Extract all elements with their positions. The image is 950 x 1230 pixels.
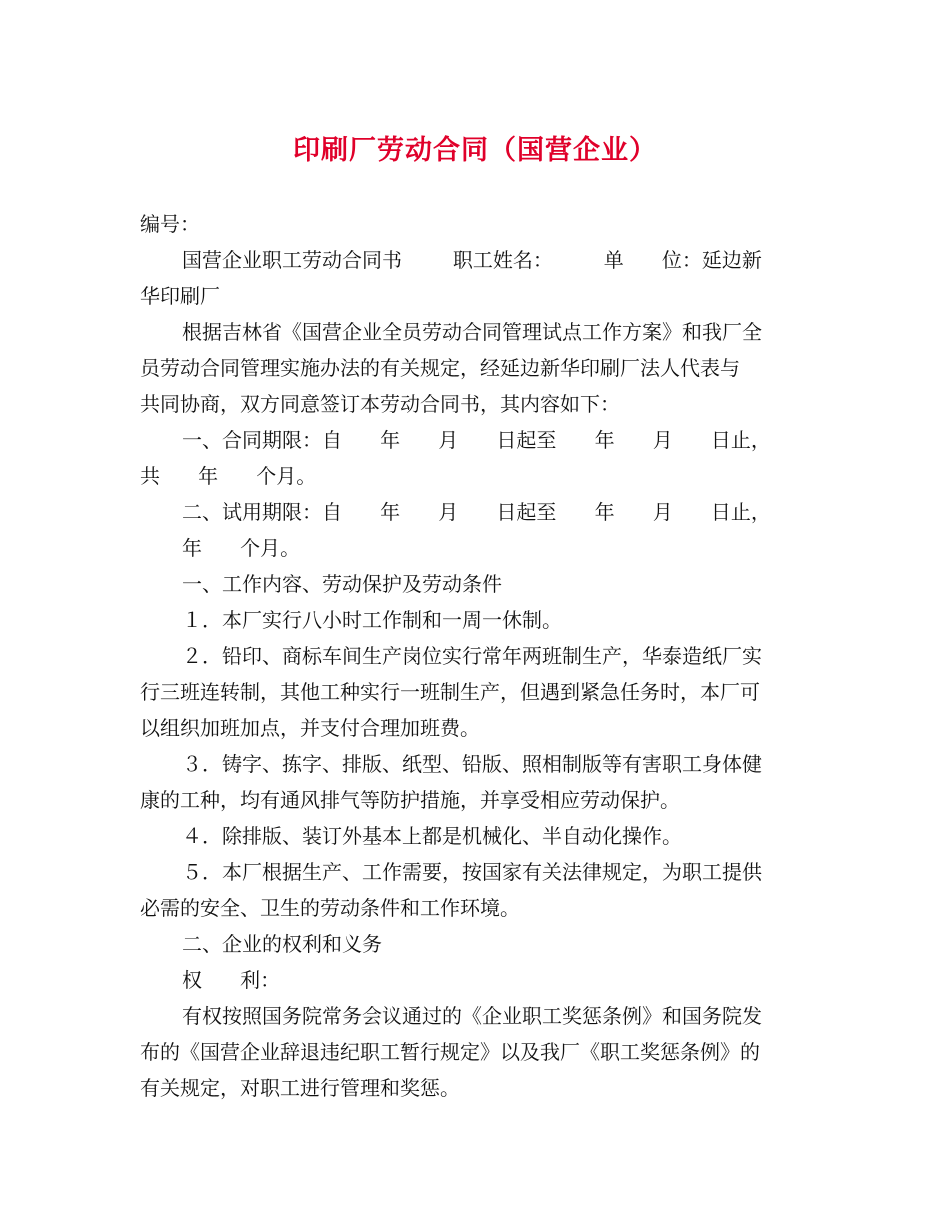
text-line: 以组织加班加点，并支付合理加班费。 (140, 716, 480, 740)
text-line: 共 年 个月。 (140, 464, 317, 488)
text-line: 共同协商，双方同意签订本劳动合同书，其内容如下： (140, 392, 620, 416)
text-line: ２．铅印、商标车间生产岗位实行常年两班制生产，华泰造纸厂实 (182, 644, 762, 668)
text-line: ５．本厂根据生产、工作需要，按国家有关法律规定，为职工提供 (182, 860, 762, 884)
text-line: 华印刷厂 (140, 284, 220, 308)
text-line: 行三班连转制，其他工种实行一班制生产，但遇到紧急任务时，本厂可 (140, 680, 760, 704)
text-line: 布的《国营企业辞退违纪职工暂行规定》以及我厂《职工奖惩条例》的 (140, 1040, 760, 1064)
text-line: 一、合同期限：自 年 月 日起至 年 月 日止， (182, 428, 771, 452)
text-line: 二、企业的权利和义务 (182, 932, 382, 956)
text-line: １．本厂实行八小时工作制和一周一休制。 (182, 608, 562, 632)
text-line: ４．除排版、装订外基本上都是机械化、半自动化操作。 (182, 824, 682, 848)
text-line: 有关规定，对职工进行管理和奖惩。 (140, 1076, 460, 1100)
text-line: 二、试用期限：自 年 月 日起至 年 月 日止， (182, 500, 771, 524)
text-line: 根据吉林省《国营企业全员劳动合同管理试点工作方案》和我厂全 (182, 320, 762, 344)
text-line: 权 利： (182, 968, 281, 992)
text-line: 年 个月。 (182, 536, 301, 560)
text-line: 员劳动合同管理实施办法的有关规定，经延边新华印刷厂法人代表与 (140, 356, 740, 380)
text-line: 编号： (140, 212, 200, 236)
text-line: 国营企业职工劳动合同书 职工姓名： 单 位：延边新 (182, 248, 762, 272)
text-line: 必需的安全、卫生的劳动条件和工作环境。 (140, 896, 520, 920)
document-body (140, 206, 812, 1106)
text-line: 康的工种，均有通风排气等防护措施，并享受相应劳动保护。 (140, 788, 680, 812)
text-line: 有权按照国务院常务会议通过的《企业职工奖惩条例》和国务院发 (182, 1004, 762, 1028)
text-line: 一、工作内容、劳动保护及劳动条件 (182, 572, 502, 596)
document-title: 印刷厂劳动合同（国营企业） (293, 135, 657, 166)
text-line: ３．铸字、拣字、排版、纸型、铅版、照相制版等有害职工身体健 (182, 752, 762, 776)
